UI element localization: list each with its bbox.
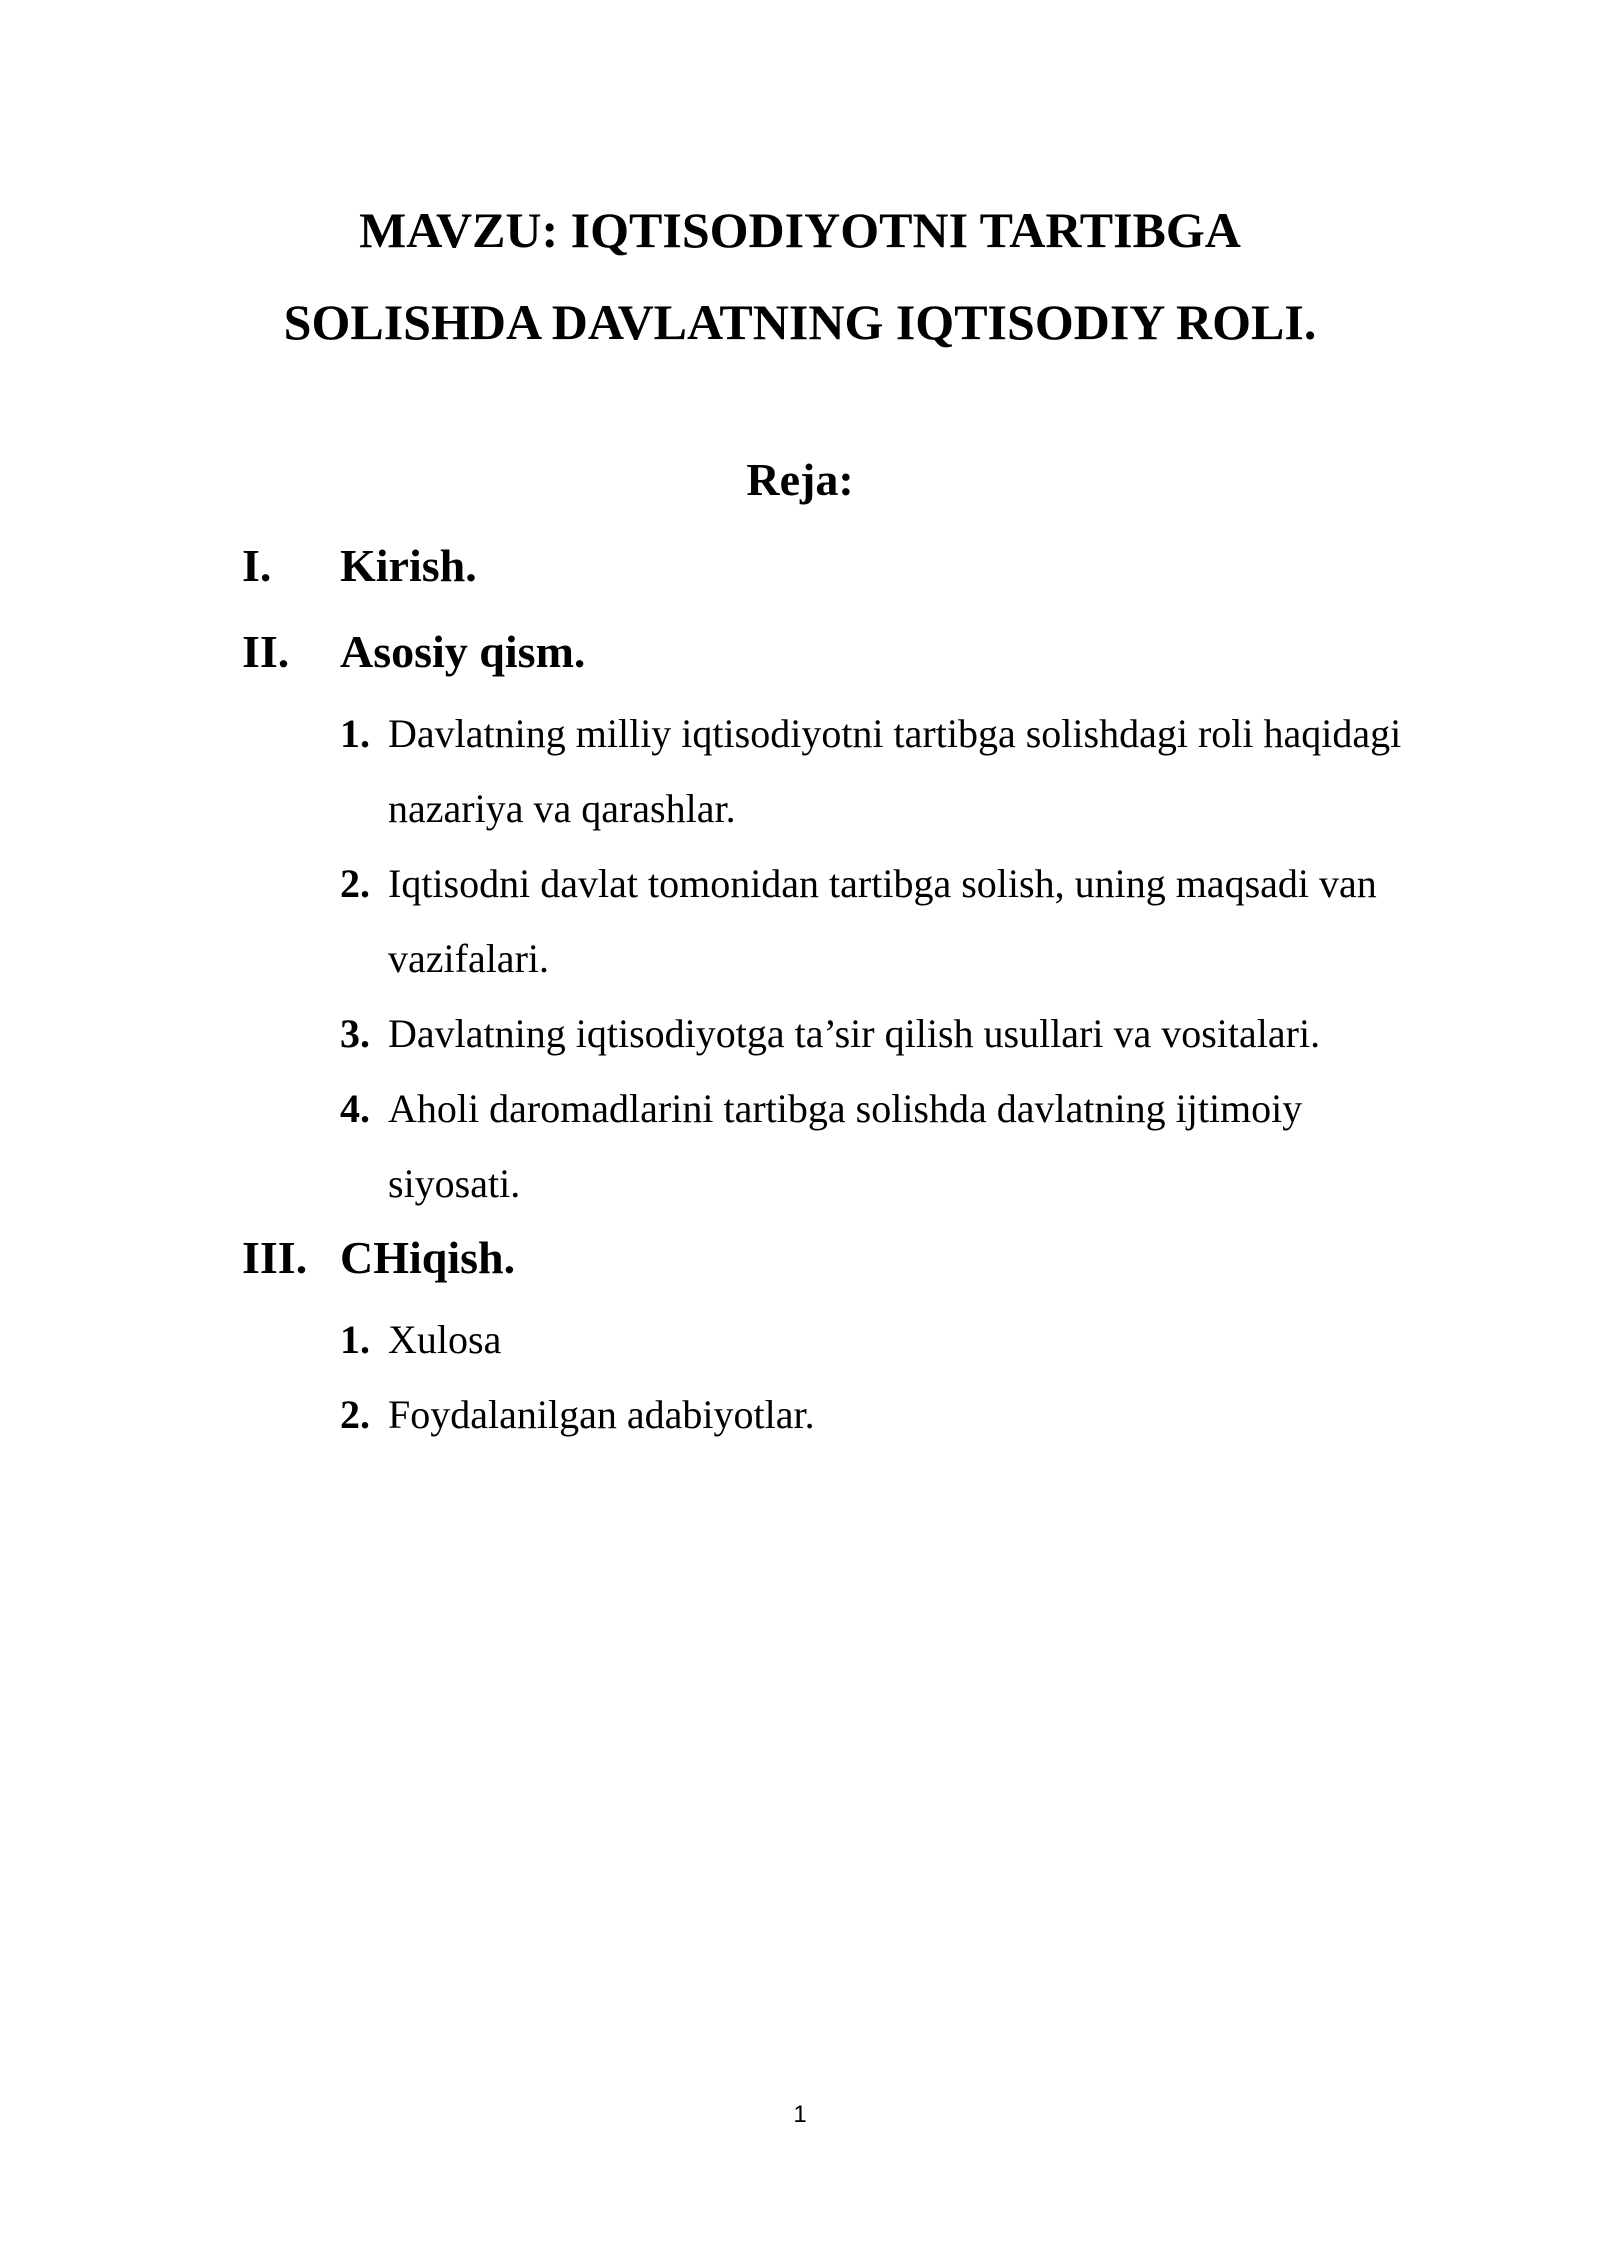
list-item-number: 3. [340,1011,370,1056]
title-line-1: MAVZU: IQTISODIYOTNI TARTIBGA [359,202,1241,258]
list-item-text: Aholi daromadlarini tartibga solishda davlatning ijtimoiy siyosati. [388,1086,1303,1206]
list-item-number: 1. [340,711,370,756]
section-number: I. [242,540,272,591]
list-item-number: 2. [340,861,370,906]
list-item-number: 2. [340,1392,370,1437]
list-item [340,1377,1420,1452]
list-item-number: 1. [340,1317,370,1362]
list-item-text: Davlatning milliy iqtisodiyotni tartibga solishdagi roli haqidagi nazariya va qarashlar. [388,711,1402,831]
list-item-text: Xulosa [388,1317,502,1362]
section-main [242,622,585,682]
list-item [340,1302,1420,1377]
list-item-number: 4. [340,1086,370,1131]
section-intro [242,536,477,596]
section-label: Kirish. [340,540,477,591]
section-number: III. [242,1232,308,1283]
list-item-text: Iqtisodni davlat tomonidan tartibga solish, uning maqsadi van vazifalari. [388,861,1377,981]
list-item-text: Davlatning iqtisodiyotga ta’sir qilish usullari va vositalari. [388,1011,1321,1056]
list-item [340,996,1420,1071]
list-item [340,1071,1420,1221]
page-number: 1 [793,2101,807,2128]
list-item-text: Foydalanilgan adabiyotlar. [388,1392,815,1437]
document-title [0,184,1600,368]
section-conclusion [242,1228,515,1288]
section-number: II. [242,626,290,677]
section-label: Asosiy qism. [340,626,586,677]
title-line-2: SOLISHDA DAVLATNING IQTISODIY ROLI. [283,294,1317,350]
section-label: CHiqish. [340,1232,516,1283]
plan-heading: Reja: [746,454,854,505]
list-item [340,696,1420,846]
list-item [340,846,1420,996]
